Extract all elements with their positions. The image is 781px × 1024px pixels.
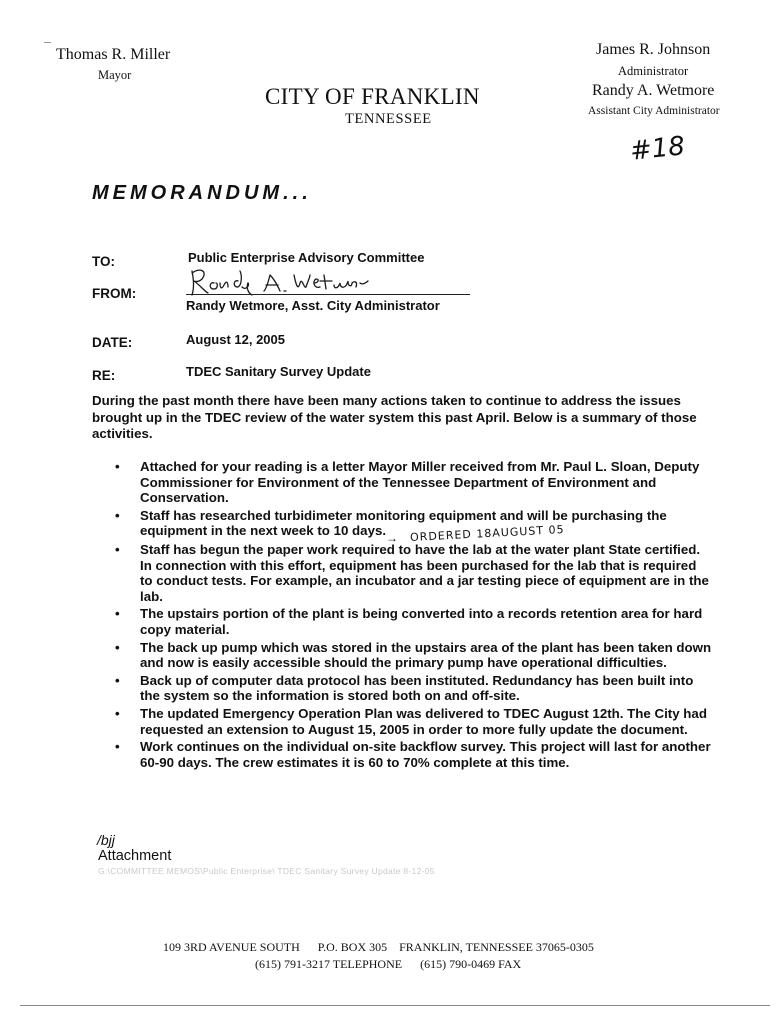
re-label: RE: [92, 368, 116, 383]
bullet-icon: • [115, 459, 120, 474]
bullet-icon: • [115, 639, 120, 655]
list-item [112, 739, 712, 770]
bullet-icon: • [115, 541, 120, 557]
bullet-icon: • [115, 507, 120, 523]
list-item-text: Work continues on the individual on-site backflow survey. This project will last for another 60-90 days. The crew estimates it is 60 to 70% complete at this time. [140, 739, 711, 770]
administrator-name: James R. Johnson [596, 41, 711, 58]
intro-paragraph: During the past month there have been many actions taken to continue to address the issues brought up in the TDEC review of the water system this past April. Below is a summary of those activities. [92, 393, 697, 442]
list-item [112, 606, 712, 637]
list-item-text: The upstairs portion of the plant is being converted into a records retention area for hard copy material. [140, 606, 703, 637]
mayor-title: Mayor [98, 68, 132, 82]
list-item [112, 459, 712, 506]
arrow-icon: → [386, 531, 398, 545]
list-item-text: Back up of computer data protocol has been instituted. Redundancy has been built into the system so the information is stored both on and off-site. [140, 672, 694, 704]
signature-line [186, 294, 470, 295]
from-value: Randy Wetmore, Asst. City Administrator [186, 298, 440, 313]
city-name: CITY OF FRANKLIN [265, 84, 480, 109]
bullet-icon: • [115, 672, 120, 688]
list-item-text: Attached for your reading is a letter Mayor Miller received from Mr. Paul L. Sloan, Deputy Commissioner for Environment of the Tennessee Department of Environment and Conservation. [140, 459, 700, 506]
list-item [112, 706, 712, 737]
typist-initials: /bjj [97, 832, 115, 848]
assistant-administrator-name: Randy A. Wetmore [592, 82, 715, 99]
from-label: FROM: [92, 286, 137, 301]
list-item [112, 673, 712, 704]
handwritten-item-number: #18 [628, 131, 687, 167]
state-name: TENNESSEE [345, 111, 432, 127]
re-value: TDEC Sanitary Survey Update [186, 364, 371, 379]
administrator-title: Administrator [618, 64, 689, 78]
list-item-text: Staff has begun the paper work required to have the lab at the water plant State certified. In connection with this effort, equipment has been purchased for the lab that is required to conduct tests. For example, an incubator and a jar testing piece of equipment are in the lab. [140, 541, 709, 604]
to-value: Public Enterprise Advisory Committee [188, 250, 425, 265]
attachment-label: Attachment [98, 848, 172, 864]
assistant-administrator-title: Assistant City Administrator [588, 105, 720, 117]
bullet-icon: • [115, 705, 120, 721]
footer-phone-fax: (615) 791-3217 TELEPHONE (615) 790-0469 FAX [255, 957, 522, 971]
list-item-text: The updated Emergency Operation Plan was delivered to TDEC August 12th. The City had requested an extension to August 15, 2005 in order to more fully update the document. [140, 705, 707, 737]
footer-address: 109 3RD AVENUE SOUTH P.O. BOX 305 FRANKLIN, TENNESSEE 37065-0305 [163, 940, 594, 954]
list-item [112, 640, 712, 671]
date-value: August 12, 2005 [186, 332, 285, 347]
bottom-rule [20, 1005, 770, 1006]
list-item [112, 542, 712, 604]
scan-speck [44, 42, 51, 43]
to-label: TO: [92, 254, 115, 269]
handwritten-ordered-note: ORDERED 18AUGUST 05 [409, 522, 565, 545]
date-label: DATE: [92, 335, 133, 350]
activity-list [112, 459, 712, 772]
mayor-name: Thomas R. Miller [56, 46, 171, 63]
bullet-icon: • [115, 606, 120, 622]
bullet-icon: • [115, 739, 120, 755]
memo-title: MEMORANDUM... [92, 182, 312, 204]
list-item-text: The back up pump which was stored in the upstairs area of the plant has been taken down and now is easily accessible should the primary pump have operational difficulties. [140, 639, 712, 671]
list-item-text: Staff has researched turbidimeter monitoring equipment and will be purchasing the equipment in the next week to 10 days. [140, 507, 667, 539]
file-path: G:\COMMITTEE MEMOS\Public Enterprise\ TDEC Sanitary Survey Update 8-12-05 [98, 866, 435, 876]
